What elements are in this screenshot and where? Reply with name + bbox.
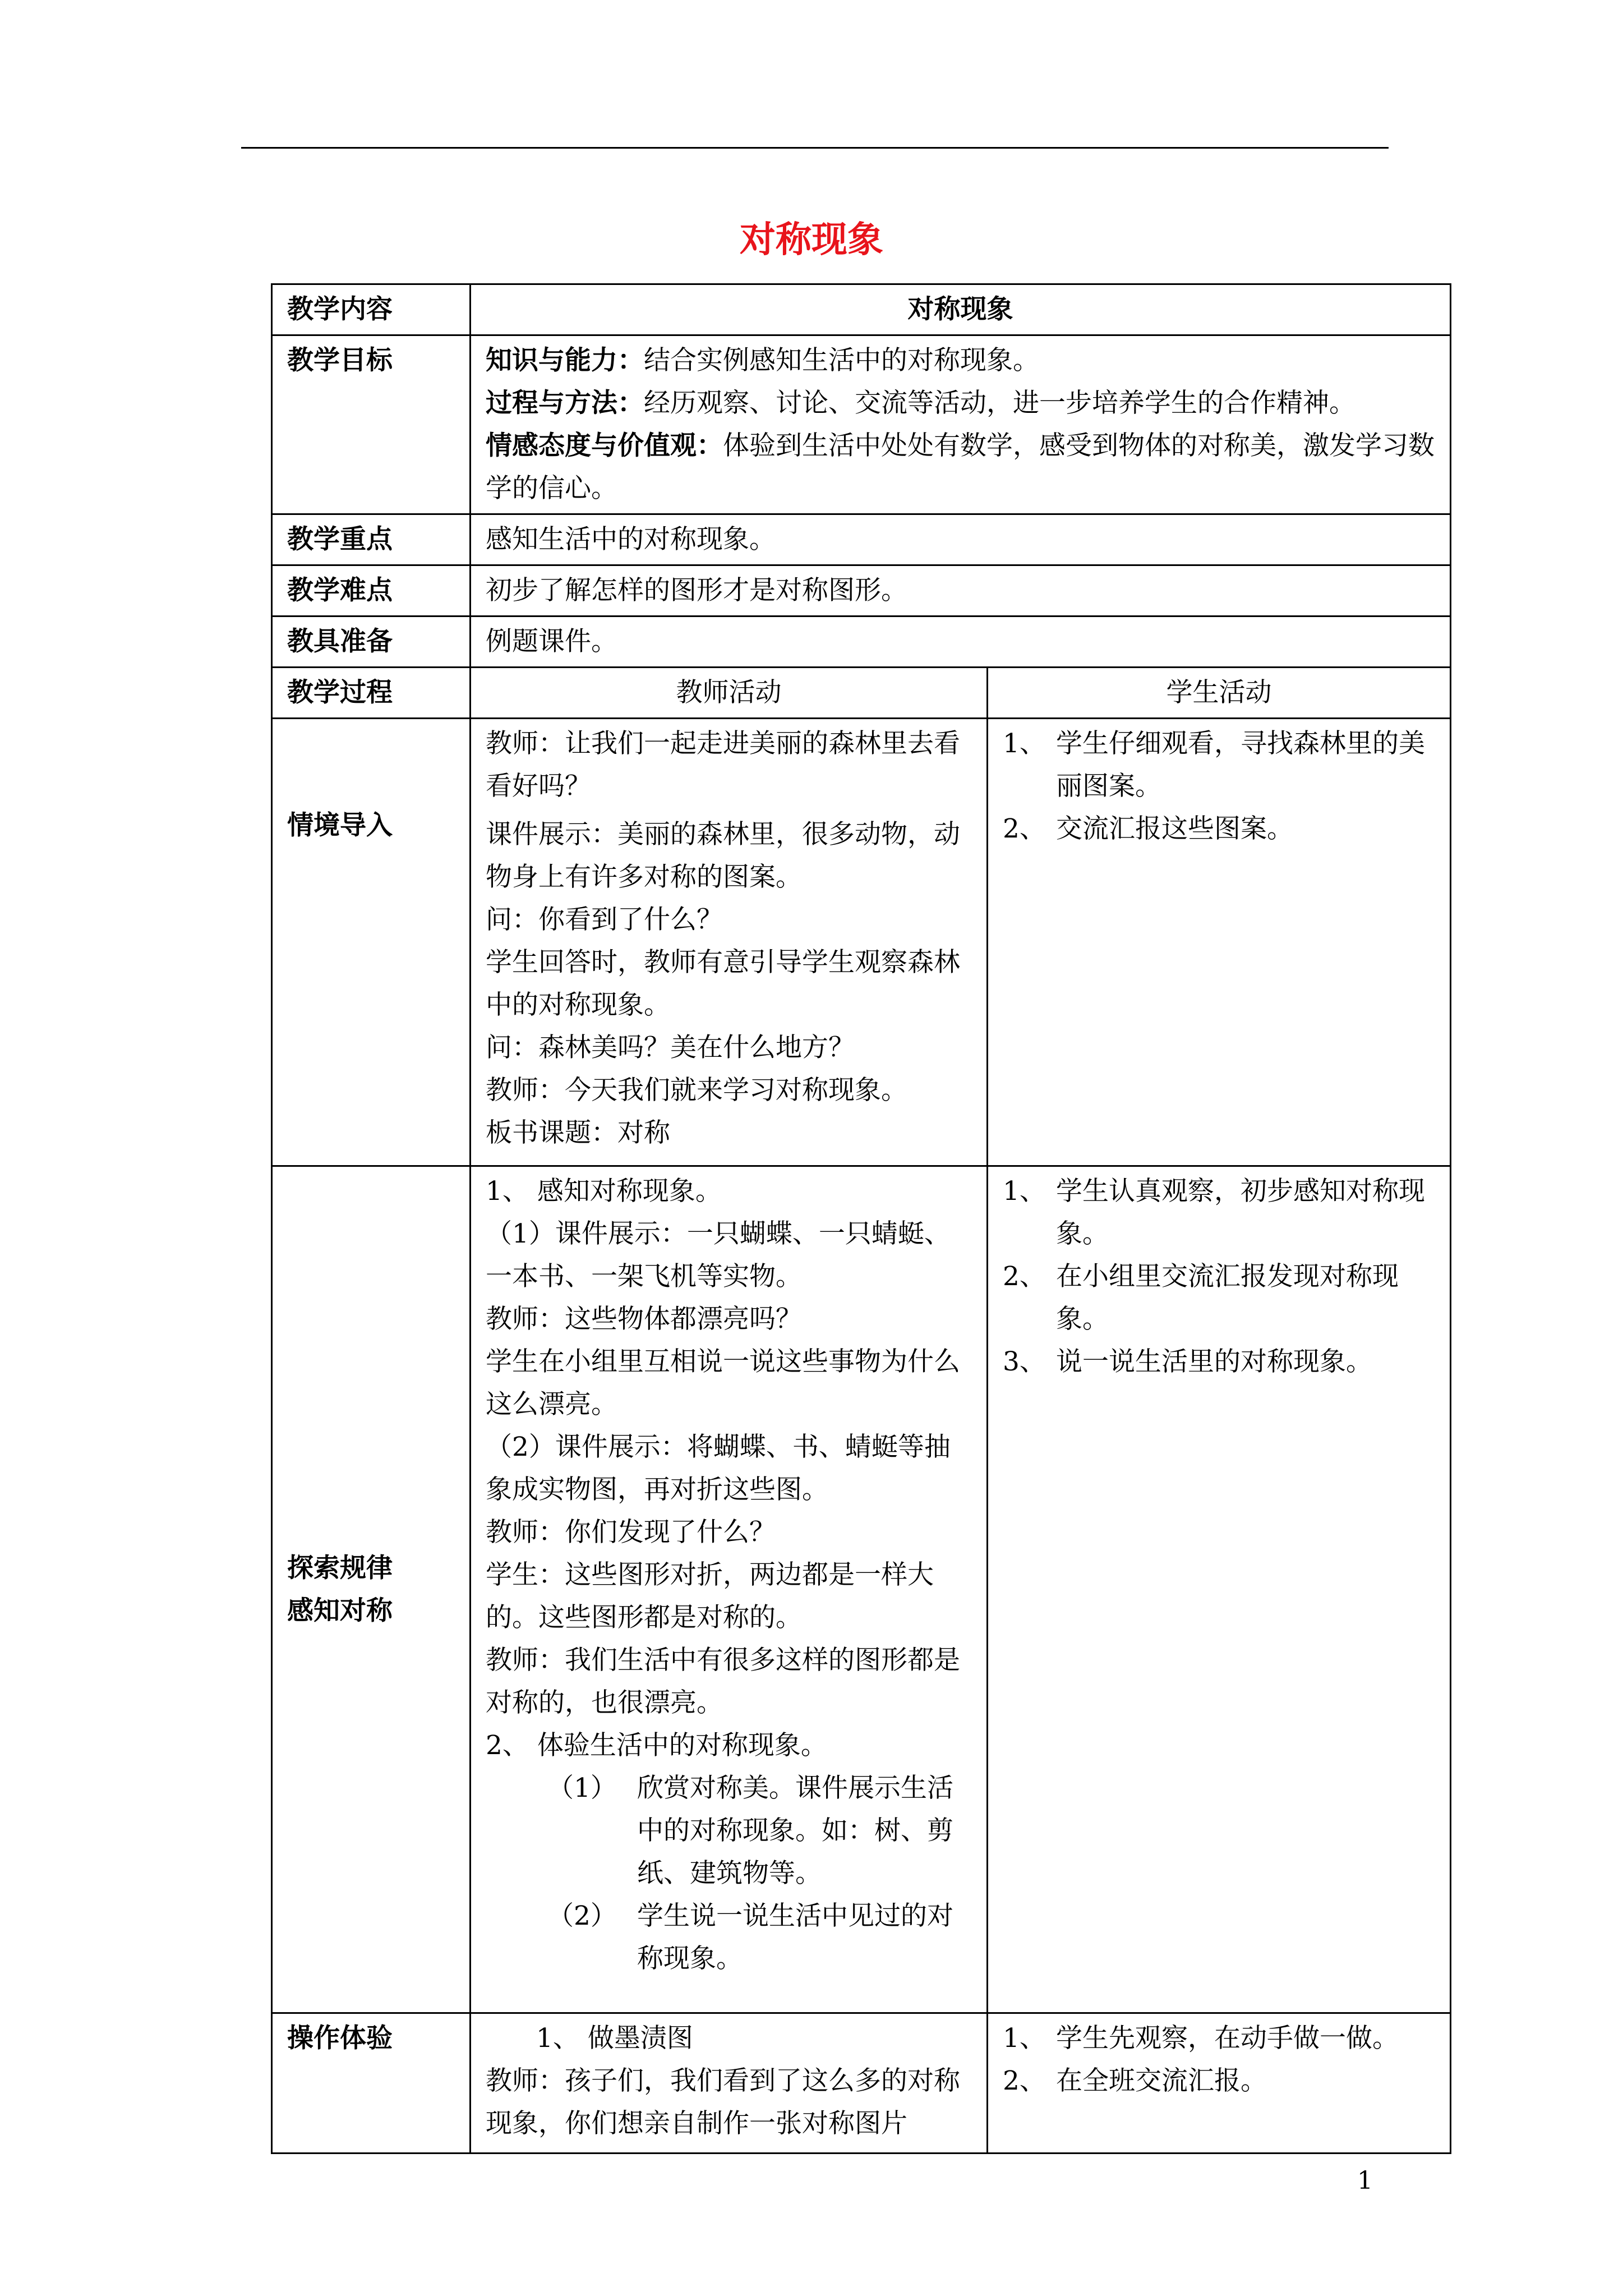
teacher-sub-item: （1） 欣赏对称美。课件展示生活中的对称现象。如：树、剪纸、建筑物等。 — [547, 1773, 953, 1889]
row-process — [272, 668, 1451, 719]
goal-text: 经历观察、讨论、交流等活动，进一步培养学生的合作精神。 — [644, 388, 1355, 418]
row-goals — [272, 335, 1451, 514]
explore-label-line: 感知对称 — [287, 1595, 393, 1626]
teacher-line: 问：你看到了什么？ — [486, 904, 723, 935]
document-title: 对称现象 — [740, 219, 883, 261]
teacher-line: 1、 做墨渍图 — [536, 2023, 693, 2054]
student-item: 1、 学生仔细观看，寻找森林里的美丽图案。 — [1003, 728, 1425, 802]
student-item: 3、 说一说生活里的对称现象。 — [1003, 1346, 1372, 1377]
teacher-line: 教师：今天我们就来学习对称现象。 — [486, 1075, 907, 1106]
explore-student-activity — [988, 1166, 1451, 2013]
header-student-activity: 学生活动 — [988, 668, 1451, 719]
teacher-line: 学生：这些图形对折，两边都是一样大的。这些图形都是对称的。 — [486, 1559, 934, 1633]
row-focus — [272, 514, 1451, 565]
teacher-line: 2、 体验生活中的对称现象。 — [486, 1730, 827, 1761]
explore-label-line: 探索规律 — [287, 1552, 393, 1584]
label-difficulty: 教学难点 — [272, 565, 471, 616]
operate-teacher-activity — [471, 2013, 988, 2154]
value-content: 对称现象 — [471, 284, 1451, 335]
teacher-line: 课件展示：美丽的森林里，很多动物，动物身上有许多对称的图案。 — [486, 819, 960, 892]
lesson-plan-table — [271, 283, 1451, 2154]
label-explore — [272, 1166, 471, 2013]
label-process: 教学过程 — [272, 668, 471, 719]
value-focus: 感知生活中的对称现象。 — [471, 514, 1451, 565]
value-tools: 例题课件。 — [471, 616, 1451, 668]
explore-teacher-activity — [471, 1166, 988, 2013]
student-item: 1、 学生先观察，在动手做一做。 — [1003, 2023, 1399, 2054]
teacher-line: 学生在小组里互相说一说这些事物为什么这么漂亮。 — [486, 1346, 960, 1420]
teacher-line: 教师：你们发现了什么？ — [486, 1517, 776, 1548]
teacher-line: 教师：让我们一起走进美丽的森林里去看看好吗？ — [486, 728, 960, 802]
teacher-line: 教师：孩子们，我们看到了这么多的对称现象，你们想亲自制作一张对称图片 — [486, 2065, 960, 2139]
goal-item — [486, 382, 1435, 425]
label-intro: 情境导入 — [272, 719, 471, 1166]
label-goals: 教学目标 — [272, 335, 471, 514]
student-item: 2、 在全班交流汇报。 — [1003, 2065, 1267, 2096]
goal-key: 情感态度与价值观： — [486, 430, 723, 461]
teacher-line: （2）课件展示：将蝴蝶、书、蜻蜓等抽象成实物图，再对折这些图。 — [486, 1432, 951, 1505]
row-explore — [272, 1166, 1451, 2013]
value-goals — [471, 335, 1451, 514]
label-tools: 教具准备 — [272, 616, 471, 668]
teacher-line: （1）课件展示：一只蝴蝶、一只蜻蜓、一本书、一架飞机等实物。 — [486, 1218, 951, 1292]
row-operate — [272, 2013, 1451, 2154]
teacher-line: 教师：我们生活中有很多这样的图形都是对称的，也很漂亮。 — [486, 1645, 960, 1718]
value-difficulty: 初步了解怎样的图形才是对称图形。 — [471, 565, 1451, 616]
intro-student-activity — [988, 719, 1451, 1166]
header-teacher-activity: 教师活动 — [471, 668, 988, 719]
goal-text: 结合实例感知生活中的对称现象。 — [644, 345, 1039, 376]
teacher-sub-item: （2） 学生说一说生活中见过的对称现象。 — [547, 1901, 953, 1974]
intro-teacher-activity — [471, 719, 988, 1166]
goal-key: 过程与方法： — [486, 388, 644, 418]
student-item: 2、 在小组里交流汇报发现对称现象。 — [1003, 1261, 1399, 1335]
teacher-line: 1、 感知对称现象。 — [486, 1176, 722, 1207]
row-difficulty — [272, 565, 1451, 616]
teacher-line: 教师：这些物体都漂亮吗？ — [486, 1304, 802, 1335]
student-item: 2、 交流汇报这些图案。 — [1003, 813, 1293, 844]
operate-student-activity — [988, 2013, 1451, 2154]
goal-item — [486, 339, 1435, 382]
student-item: 1、 学生认真观察，初步感知对称现象。 — [1003, 1176, 1425, 1249]
page-number: 1 — [1357, 2166, 1373, 2195]
row-intro — [272, 719, 1451, 1166]
label-content: 教学内容 — [272, 284, 471, 335]
label-focus: 教学重点 — [272, 514, 471, 565]
row-content — [272, 284, 1451, 335]
teacher-line: 问：森林美吗？美在什么地方？ — [486, 1032, 855, 1063]
row-tools — [272, 616, 1451, 668]
label-operate: 操作体验 — [272, 2013, 471, 2154]
goal-text: 体验到生活中处处有数学，感受到物体的对称美，激发学习数学的信心。 — [486, 430, 1435, 504]
goal-item — [486, 425, 1435, 510]
teacher-line: 板书课题：对称 — [486, 1117, 670, 1148]
teacher-line: 学生回答时，教师有意引导学生观察森林中的对称现象。 — [486, 947, 960, 1020]
goal-key: 知识与能力： — [486, 345, 644, 376]
header-rule — [241, 147, 1389, 149]
